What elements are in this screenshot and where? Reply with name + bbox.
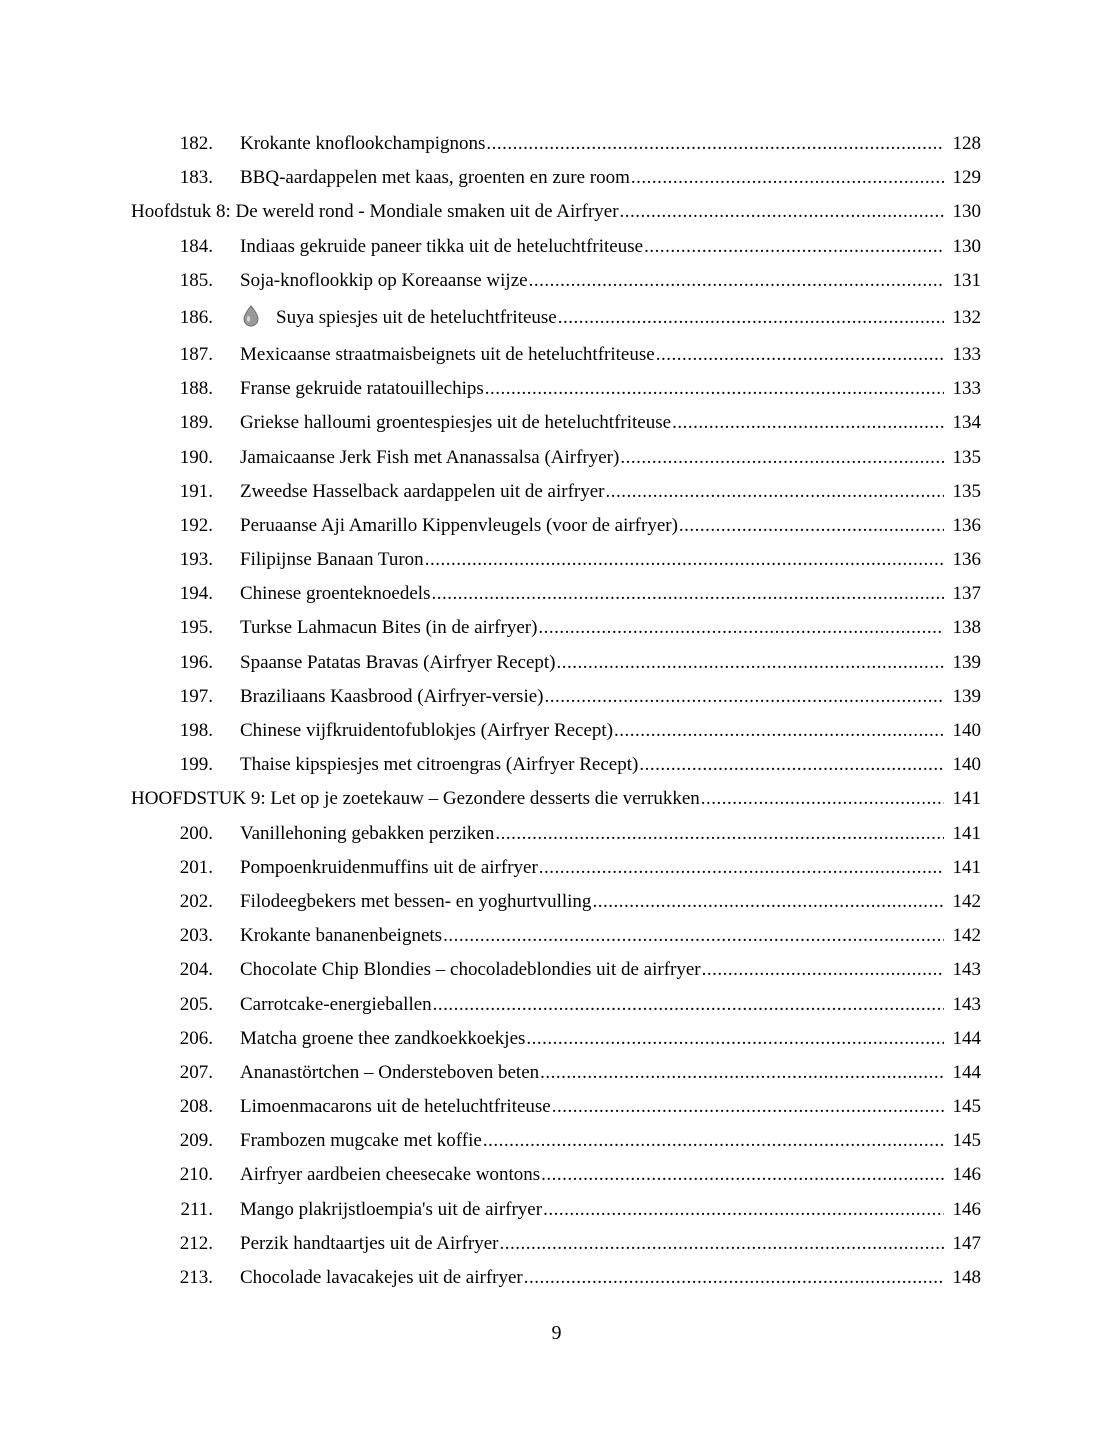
toc-page-number: 129 bbox=[952, 167, 981, 189]
toc-leader-dots bbox=[631, 161, 944, 195]
toc-entry[interactable] bbox=[131, 748, 981, 782]
toc-entry-number: 185. bbox=[179, 269, 213, 291]
toc-entry[interactable] bbox=[131, 817, 981, 851]
toc-entry-title: Frambozen mugcake met koffie bbox=[240, 1130, 482, 1152]
toc-page-number: 148 bbox=[952, 1267, 981, 1288]
toc-entry-number: 197. bbox=[179, 685, 213, 707]
toc-page-number: 131 bbox=[952, 269, 981, 291]
toc-entry-title: Griekse halloumi groentespiesjes uit de heteluchtfriteuse bbox=[240, 412, 672, 434]
toc-leader-dots bbox=[443, 919, 944, 953]
toc-entry-title: Thaise kipspiesjes met citroengras (Airfryer Recept) bbox=[240, 754, 639, 776]
toc-page-number: 132 bbox=[952, 306, 981, 328]
toc-entry-number: 183. bbox=[179, 167, 213, 189]
toc-entry-number: 213. bbox=[179, 1267, 213, 1288]
toc-entry[interactable] bbox=[131, 1090, 981, 1124]
toc-page-number: 143 bbox=[952, 959, 981, 981]
toc-entry-number: 204. bbox=[179, 959, 213, 981]
toc-page-number: 133 bbox=[952, 378, 981, 400]
toc-entry-title: Carrotcake-energieballen bbox=[240, 993, 432, 1015]
toc-entry[interactable] bbox=[131, 714, 981, 748]
toc-entry[interactable] bbox=[131, 1193, 981, 1227]
toc-leader-dots bbox=[540, 1056, 944, 1090]
toc-leader-dots bbox=[606, 475, 944, 509]
toc-entry-number: 193. bbox=[179, 549, 213, 571]
toc-entry-number: 203. bbox=[179, 925, 213, 947]
toc-entry-number: 194. bbox=[179, 583, 213, 605]
toc-page-number: 135 bbox=[952, 446, 981, 468]
toc-chapter-title: Hoofdstuk 8: De wereld rond - Mondiale smaken uit de Airfryer bbox=[131, 201, 619, 223]
toc-chapter-heading[interactable] bbox=[131, 782, 981, 816]
toc-leader-dots bbox=[656, 338, 944, 372]
toc-page-number: 133 bbox=[952, 343, 981, 365]
toc-page-number: 146 bbox=[952, 1164, 981, 1186]
toc-leader-dots bbox=[639, 748, 944, 782]
toc-leader-dots bbox=[433, 988, 944, 1022]
toc-entry[interactable] bbox=[131, 988, 981, 1022]
toc-entry-number: 188. bbox=[179, 378, 213, 400]
toc-entry-number: 202. bbox=[179, 890, 213, 912]
toc-page-number: 140 bbox=[952, 720, 981, 741]
toc-entry[interactable] bbox=[131, 1056, 981, 1090]
toc-entry-title: Mexicaanse straatmaisbeignets uit de heteluchtfriteuse bbox=[240, 343, 655, 365]
toc-entry[interactable] bbox=[131, 1227, 981, 1261]
toc-entry[interactable] bbox=[131, 127, 981, 161]
toc-entry-title: Spaanse Patatas Bravas (Airfryer Recept) bbox=[240, 651, 556, 673]
drop-icon bbox=[240, 305, 262, 327]
toc-entry-number: 200. bbox=[179, 822, 213, 844]
toc-entry-title: Chocolate Chip Blondies – chocoladeblondies uit de airfryer bbox=[240, 959, 701, 981]
toc-leader-dots bbox=[485, 372, 944, 406]
toc-entry-number: 195. bbox=[179, 617, 213, 639]
toc-entry[interactable] bbox=[131, 885, 981, 919]
toc-leader-dots bbox=[672, 406, 944, 440]
toc-entry[interactable] bbox=[131, 1261, 981, 1295]
toc-leader-dots bbox=[425, 543, 944, 577]
toc-entry-number: 208. bbox=[179, 1096, 213, 1118]
toc-leader-dots bbox=[486, 127, 944, 161]
toc-entry-title: Chocolade lavacakejes uit de airfryer bbox=[240, 1267, 523, 1288]
toc-page-number: 135 bbox=[952, 480, 981, 502]
toc-entry-title: Indiaas gekruide paneer tikka uit de heteluchtfriteuse bbox=[240, 235, 644, 257]
toc-entry[interactable] bbox=[131, 230, 981, 264]
toc-leader-dots bbox=[538, 611, 944, 645]
toc-entry-number: 209. bbox=[179, 1130, 213, 1152]
toc-entry[interactable] bbox=[131, 372, 981, 406]
toc-leader-dots bbox=[557, 646, 945, 680]
toc-entry-title: Pompoenkruidenmuffins uit de airfryer bbox=[240, 856, 538, 878]
toc-page-number: 144 bbox=[952, 1061, 981, 1083]
toc-page-number: 134 bbox=[952, 412, 981, 434]
page-number: 9 bbox=[551, 1322, 562, 1344]
toc-page-number: 130 bbox=[952, 201, 981, 223]
toc-page-number: 146 bbox=[952, 1198, 981, 1220]
toc-entry-title: Jamaicaanse Jerk Fish met Ananassalsa (Airfryer) bbox=[240, 446, 620, 468]
toc-entry-number: 190. bbox=[179, 446, 213, 468]
toc-leader-dots bbox=[592, 885, 944, 919]
toc-entry-number: 211. bbox=[180, 1198, 213, 1220]
toc-leader-dots bbox=[620, 195, 944, 229]
toc-entry[interactable] bbox=[131, 646, 981, 680]
toc-entry[interactable] bbox=[131, 475, 981, 509]
toc-entry-title-text: Suya spiesjes uit de heteluchtfriteuse bbox=[276, 306, 557, 328]
toc-leader-dots bbox=[644, 230, 944, 264]
toc-entry-number: 192. bbox=[179, 514, 213, 536]
toc-entry-title: Soja-knoflookkip op Koreaanse wijze bbox=[240, 269, 528, 291]
toc-entry[interactable] bbox=[131, 1022, 981, 1056]
toc-leader-dots bbox=[500, 1227, 944, 1261]
toc-entry-number: 201. bbox=[179, 856, 213, 878]
toc-page-number: 141 bbox=[952, 822, 981, 844]
toc-entry-number: 186. bbox=[179, 306, 213, 328]
toc-page-number: 141 bbox=[952, 856, 981, 878]
toc-entry-title: Airfryer aardbeien cheesecake wontons bbox=[240, 1164, 541, 1186]
toc-entry-title: Chinese vijfkruidentofublokjes (Airfryer Recept) bbox=[240, 720, 614, 741]
toc-entry-title: Filodeegbekers met bessen- en yoghurtvulling bbox=[240, 890, 592, 912]
toc-entry-number: 199. bbox=[179, 754, 213, 776]
toc-entry[interactable] bbox=[131, 577, 981, 611]
toc-leader-dots bbox=[679, 509, 944, 543]
toc-leader-dots bbox=[524, 1261, 944, 1295]
toc-entry-title: Peruaanse Aji Amarillo Kippenvleugels (voor de airfryer) bbox=[240, 514, 678, 536]
toc-leader-dots bbox=[702, 953, 944, 987]
toc-leader-dots bbox=[526, 1022, 944, 1056]
toc-entry[interactable] bbox=[131, 161, 981, 195]
toc-leader-dots bbox=[558, 298, 944, 338]
toc-entry[interactable] bbox=[131, 441, 981, 475]
toc-entry[interactable] bbox=[131, 680, 981, 714]
toc-leader-dots bbox=[539, 851, 944, 885]
toc-entry-number: 198. bbox=[179, 720, 213, 741]
toc-entry-title bbox=[240, 298, 557, 338]
toc-leader-dots bbox=[544, 680, 944, 714]
toc-entry-number: 184. bbox=[179, 235, 213, 257]
toc-entry-title: Krokante knoflookchampignons bbox=[240, 133, 486, 154]
toc-page-number: 142 bbox=[952, 925, 981, 947]
toc-page-number: 141 bbox=[952, 788, 981, 810]
toc-leader-dots bbox=[543, 1193, 944, 1227]
toc-leader-dots bbox=[529, 264, 944, 298]
toc-page-number: 143 bbox=[952, 993, 981, 1015]
toc-page-number: 136 bbox=[952, 514, 981, 536]
toc-entry[interactable] bbox=[131, 851, 981, 885]
toc-chapter-heading[interactable] bbox=[131, 195, 981, 229]
toc-leader-dots bbox=[483, 1124, 944, 1158]
toc-entry[interactable] bbox=[131, 611, 981, 645]
toc-page-number: 144 bbox=[952, 1027, 981, 1049]
toc-entry-number: 191. bbox=[179, 480, 213, 502]
toc-page-number: 140 bbox=[952, 754, 981, 776]
toc-entry-title: Braziliaans Kaasbrood (Airfryer-versie) bbox=[240, 685, 544, 707]
toc-entry[interactable] bbox=[131, 338, 981, 372]
toc-entry-number: 196. bbox=[179, 651, 213, 673]
toc-entry-title: Ananastörtchen – Ondersteboven beten bbox=[240, 1061, 540, 1083]
toc-entry-number: 205. bbox=[179, 993, 213, 1015]
toc-entry[interactable] bbox=[131, 1124, 981, 1158]
toc-page-number: 137 bbox=[952, 583, 981, 605]
toc-leader-dots bbox=[431, 577, 944, 611]
toc-entry-title: Mango plakrijstloempia's uit de airfryer bbox=[240, 1198, 543, 1220]
toc-entry-number: 206. bbox=[179, 1027, 213, 1049]
toc-leader-dots bbox=[701, 782, 944, 816]
toc-page-number: 136 bbox=[952, 549, 981, 571]
toc-leader-dots bbox=[552, 1090, 944, 1124]
toc-entry-number: 182. bbox=[179, 133, 213, 154]
toc-entry-title: Zweedse Hasselback aardappelen uit de airfryer bbox=[240, 480, 605, 502]
toc-entry[interactable] bbox=[131, 264, 981, 298]
toc-entry-title: Limoenmacarons uit de heteluchtfriteuse bbox=[240, 1096, 551, 1118]
toc-entry-number: 212. bbox=[179, 1232, 213, 1254]
toc-page-number: 145 bbox=[952, 1096, 981, 1118]
toc-chapter-title: HOOFDSTUK 9: Let op je zoetekauw – Gezondere desserts die verrukken bbox=[131, 788, 700, 810]
toc-entry[interactable] bbox=[131, 406, 981, 440]
toc-entry-title: Chinese groenteknoedels bbox=[240, 583, 431, 605]
toc-page-number: 142 bbox=[952, 890, 981, 912]
toc-entry[interactable] bbox=[131, 1158, 981, 1192]
toc-entry[interactable] bbox=[131, 509, 981, 543]
toc-entry[interactable] bbox=[131, 298, 981, 338]
toc-page-number: 130 bbox=[952, 235, 981, 257]
toc-entry[interactable] bbox=[131, 543, 981, 577]
toc-page-number: 139 bbox=[952, 685, 981, 707]
toc-entry-title: Perzik handtaartjes uit de Airfryer bbox=[240, 1232, 499, 1254]
toc-page-number: 138 bbox=[952, 617, 981, 639]
toc-entry[interactable] bbox=[131, 919, 981, 953]
toc-entry-title: Vanillehoning gebakken perziken bbox=[240, 822, 495, 844]
toc-entry-number: 189. bbox=[179, 412, 213, 434]
toc-entry-title: BBQ-aardappelen met kaas, groenten en zure room bbox=[240, 167, 630, 189]
toc-entry[interactable] bbox=[131, 953, 981, 987]
toc-entry-title: Franse gekruide ratatouillechips bbox=[240, 378, 484, 400]
toc-page-number: 145 bbox=[952, 1130, 981, 1152]
toc-page-number: 139 bbox=[952, 651, 981, 673]
toc-entry-title: Turkse Lahmacun Bites (in de airfryer) bbox=[240, 617, 538, 639]
toc-leader-dots bbox=[620, 441, 944, 475]
toc-leader-dots bbox=[614, 714, 944, 748]
table-of-contents bbox=[131, 127, 981, 1295]
toc-entry-title: Matcha groene thee zandkoekkoekjes bbox=[240, 1027, 526, 1049]
toc-page-number: 147 bbox=[952, 1232, 981, 1254]
toc-entry-number: 210. bbox=[179, 1164, 213, 1186]
toc-page-number: 128 bbox=[952, 133, 981, 154]
toc-entry-number: 187. bbox=[179, 343, 213, 365]
toc-entry-title: Krokante bananenbeignets bbox=[240, 925, 443, 947]
toc-leader-dots bbox=[495, 817, 944, 851]
toc-entry-title: Filipijnse Banaan Turon bbox=[240, 549, 424, 571]
toc-entry-number: 207. bbox=[179, 1061, 213, 1083]
toc-leader-dots bbox=[541, 1158, 944, 1192]
